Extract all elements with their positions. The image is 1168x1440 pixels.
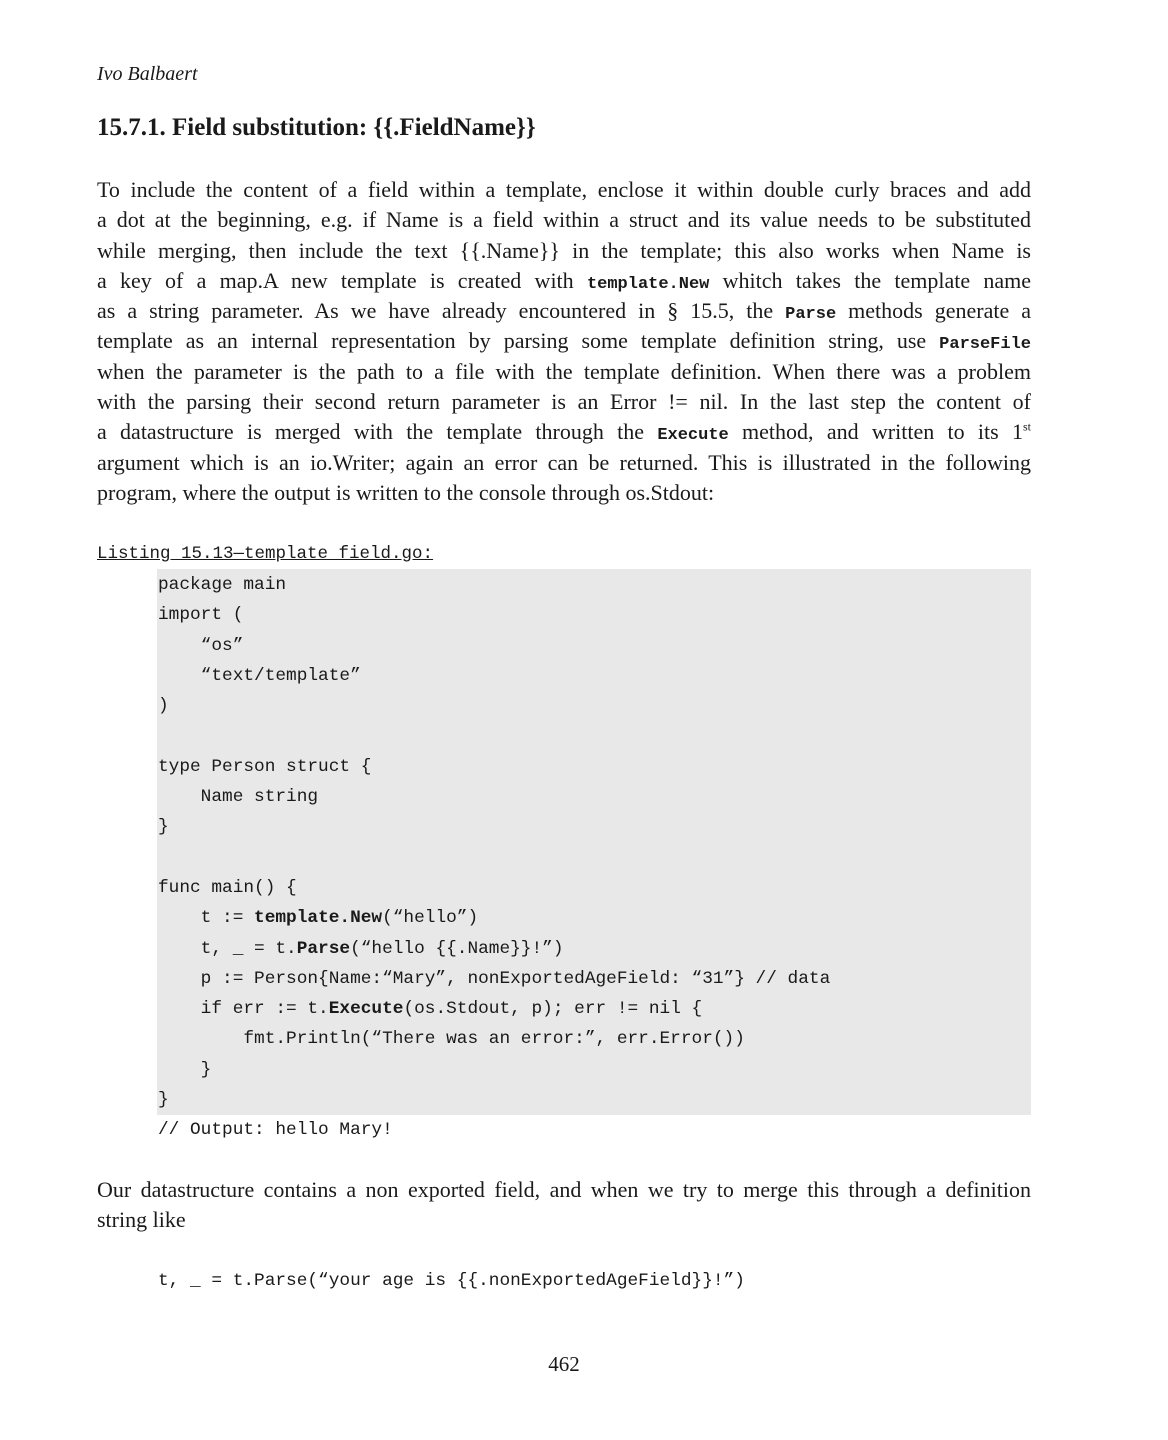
code-output-comment	[158, 1115, 393, 1145]
code-text: “os”	[158, 635, 244, 656]
code-text: “text/template”	[158, 665, 361, 686]
listing-title: Listing 15.13—template_field.go:	[97, 544, 434, 564]
text-line	[97, 326, 1031, 356]
code-line: t, _ = t.Parse(“your age is {{.nonExportedAgeField}}!”)	[158, 1271, 745, 1291]
code-text: }	[158, 1090, 169, 1111]
superscript: st	[1023, 420, 1032, 435]
inline-code: Execute	[657, 426, 729, 446]
text-run: To include the content of a field within a template, enclose it within double curly braces and add	[97, 177, 1031, 202]
text-line	[97, 296, 1031, 326]
code-text: if err := t.	[158, 999, 329, 1020]
text-line	[97, 1175, 1031, 1205]
text-line	[97, 387, 1031, 417]
code-line	[158, 1055, 830, 1085]
code-line	[158, 631, 830, 661]
code-text: Name string	[158, 787, 319, 808]
text-run: a dot at the beginning, e.g. if Name is a field within a struct and its value needs to be substituted	[97, 207, 1031, 233]
section-heading: 15.7.1. Field substitution: {{.FieldName}}	[97, 114, 536, 141]
code-line: // Output: hello Mary!	[158, 1120, 393, 1140]
text-run: program, where the output is written to the console through os.Stdout:	[97, 479, 715, 505]
text-line	[97, 1205, 1031, 1235]
code-text: }	[158, 1059, 212, 1080]
text-line	[97, 205, 1031, 235]
code-line	[158, 994, 830, 1024]
code-line	[158, 600, 830, 630]
text-run: while merging, then include the text {{.Name}} in the template; this also works when Name is	[97, 237, 1031, 263]
text-line	[97, 478, 1031, 508]
code-keyword-bold: template.New	[254, 908, 383, 929]
author-header: Ivo Balbaert	[97, 63, 198, 85]
code-line	[158, 1024, 830, 1054]
page-number: 462	[548, 1352, 580, 1376]
inline-code: template.New	[586, 274, 710, 294]
text-line	[97, 448, 1031, 478]
text-run: a key of a map.A new template is created with	[97, 267, 587, 293]
text-run: with the parsing their second return parameter is an Error != nil. In the last step the content of	[97, 389, 1031, 415]
code-text: type Person struct {	[158, 756, 372, 777]
code-text: import (	[158, 605, 244, 626]
code-text: t, _ = t.	[158, 938, 297, 959]
code-text: (“hello {{.Name}}!”)	[350, 938, 564, 959]
code-text: p := Person{Name:“Mary”, nonExportedAgeField: “31”} // data	[158, 968, 831, 989]
code-text: t :=	[158, 908, 255, 929]
text-line	[97, 266, 1031, 296]
code-text: package main	[158, 575, 287, 595]
code-keyword-bold: Execute	[328, 999, 404, 1020]
text-line	[97, 357, 1031, 387]
text-run: a datastructure is merged with the template through the	[97, 419, 658, 445]
text-line	[97, 236, 1031, 266]
code-keyword-bold: Parse	[296, 938, 351, 959]
text-run: whitch takes the template name	[709, 267, 1031, 293]
text-run: methods generate a	[836, 298, 1032, 324]
code-text: func main() {	[158, 877, 297, 898]
code-line	[158, 873, 830, 903]
text-run: Our datastructure contains a non exported field, and when we try to merge this through a definition	[97, 1177, 1031, 1202]
code-line	[158, 691, 830, 721]
inline-code: Parse	[785, 305, 837, 325]
text-run: when the parameter is the path to a file with the template definition. When there was a problem	[97, 358, 1031, 384]
text-run: method, and written to its 1	[728, 419, 1023, 445]
code-line	[158, 903, 830, 933]
text-line	[97, 417, 1031, 447]
code-line	[158, 752, 830, 782]
code-line	[158, 782, 830, 812]
text-run: string like	[97, 1207, 186, 1233]
code-snippet	[158, 1266, 745, 1296]
text-run: argument which is an io.Writer; again an error can be returned. This is illustrated in the following	[97, 449, 1031, 475]
paragraph-nonexported	[97, 1175, 1031, 1236]
code-line	[158, 843, 830, 873]
text-run: as a string parameter. As we have already encountered in § 15.5, the	[97, 298, 786, 324]
code-line	[158, 934, 830, 964]
inline-code: ParseFile	[939, 335, 1031, 355]
code-line	[158, 1085, 830, 1115]
paragraph-intro	[97, 175, 1031, 508]
code-text: )	[158, 696, 169, 717]
code-line	[158, 721, 830, 751]
code-line	[158, 964, 830, 994]
code-text: (os.Stdout, p); err != nil {	[403, 999, 703, 1020]
code-text: fmt.Println(“There was an error:”, err.Error())	[158, 1029, 745, 1050]
code-line	[158, 661, 830, 691]
code-text: }	[158, 817, 169, 838]
text-line	[97, 175, 1031, 205]
text-run: template as an internal representation by parsing some template definition string, use	[97, 328, 940, 354]
code-block	[158, 570, 830, 1115]
code-text: (“hello”)	[382, 908, 479, 929]
code-line	[158, 812, 830, 842]
code-line	[158, 570, 830, 600]
